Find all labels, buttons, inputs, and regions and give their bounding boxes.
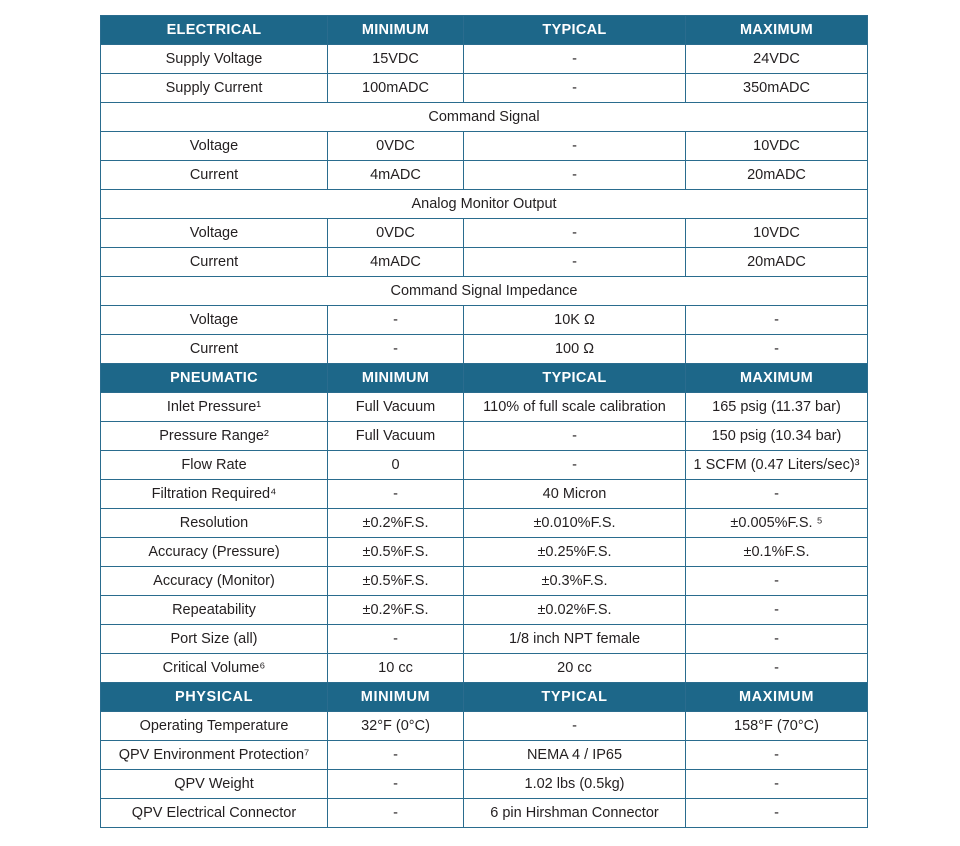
spec-table (100, 15, 868, 828)
cell-typical: - (464, 219, 686, 248)
cell-minimum: - (328, 741, 464, 770)
header-maximum: MAXIMUM (686, 683, 868, 712)
cell-typical: ±0.02%F.S. (464, 596, 686, 625)
cell-maximum: - (686, 770, 868, 799)
cell-typical: - (464, 422, 686, 451)
header-maximum: MAXIMUM (686, 16, 868, 45)
cell-maximum: ±0.1%F.S. (686, 538, 868, 567)
cell-typical: 6 pin Hirshman Connector (464, 799, 686, 828)
cell-maximum: 20mADC (686, 248, 868, 277)
header-row (101, 364, 868, 393)
cell-parameter: Repeatability (101, 596, 328, 625)
table-row (101, 335, 868, 364)
cell-parameter: Pressure Range² (101, 422, 328, 451)
cell-maximum: 20mADC (686, 161, 868, 190)
cell-typical: - (464, 45, 686, 74)
cell-minimum: - (328, 770, 464, 799)
header-row (101, 16, 868, 45)
cell-maximum: 165 psig (11.37 bar) (686, 393, 868, 422)
cell-parameter: Voltage (101, 306, 328, 335)
cell-minimum: ±0.2%F.S. (328, 509, 464, 538)
table-row (101, 480, 868, 509)
table-row (101, 161, 868, 190)
cell-maximum: - (686, 654, 868, 683)
cell-parameter: Resolution (101, 509, 328, 538)
cell-maximum: 350mADC (686, 74, 868, 103)
cell-maximum: 10VDC (686, 132, 868, 161)
cell-maximum: 1 SCFM (0.47 Liters/sec)³ (686, 451, 868, 480)
cell-minimum: Full Vacuum (328, 393, 464, 422)
cell-minimum: 4mADC (328, 248, 464, 277)
header-parameter: ELECTRICAL (101, 16, 328, 45)
cell-minimum: - (328, 335, 464, 364)
cell-parameter: Voltage (101, 132, 328, 161)
cell-maximum: ±0.005%F.S. ⁵ (686, 509, 868, 538)
cell-parameter: Voltage (101, 219, 328, 248)
header-minimum: MINIMUM (328, 683, 464, 712)
cell-minimum: - (328, 799, 464, 828)
cell-minimum: ±0.2%F.S. (328, 596, 464, 625)
cell-maximum: - (686, 567, 868, 596)
cell-typical: 40 Micron (464, 480, 686, 509)
table-row (101, 654, 868, 683)
cell-parameter: Current (101, 335, 328, 364)
header-minimum: MINIMUM (328, 364, 464, 393)
table-row (101, 451, 868, 480)
cell-minimum: 0 (328, 451, 464, 480)
cell-typical: ±0.25%F.S. (464, 538, 686, 567)
table-row (101, 770, 868, 799)
header-row (101, 683, 868, 712)
subsection-row (101, 103, 868, 132)
cell-minimum: ±0.5%F.S. (328, 538, 464, 567)
cell-parameter: QPV Electrical Connector (101, 799, 328, 828)
table-row (101, 74, 868, 103)
cell-parameter: Inlet Pressure¹ (101, 393, 328, 422)
cell-maximum: - (686, 306, 868, 335)
cell-typical: - (464, 712, 686, 741)
table-row (101, 625, 868, 654)
cell-maximum: 158°F (70°C) (686, 712, 868, 741)
cell-typical: NEMA 4 / IP65 (464, 741, 686, 770)
spec-table-body (101, 16, 868, 828)
header-typical: TYPICAL (464, 683, 686, 712)
header-minimum: MINIMUM (328, 16, 464, 45)
cell-minimum: - (328, 306, 464, 335)
cell-typical: 10K Ω (464, 306, 686, 335)
table-row (101, 306, 868, 335)
cell-typical: 110% of full scale calibration (464, 393, 686, 422)
header-parameter: PNEUMATIC (101, 364, 328, 393)
table-row (101, 393, 868, 422)
table-row (101, 596, 868, 625)
cell-typical: ±0.010%F.S. (464, 509, 686, 538)
cell-maximum: - (686, 480, 868, 509)
cell-typical: - (464, 248, 686, 277)
cell-typical: 1/8 inch NPT female (464, 625, 686, 654)
cell-minimum: 15VDC (328, 45, 464, 74)
cell-parameter: Current (101, 161, 328, 190)
cell-maximum: - (686, 741, 868, 770)
cell-parameter: Accuracy (Monitor) (101, 567, 328, 596)
cell-typical: - (464, 451, 686, 480)
cell-minimum: ±0.5%F.S. (328, 567, 464, 596)
table-row (101, 741, 868, 770)
table-row (101, 509, 868, 538)
cell-maximum: 150 psig (10.34 bar) (686, 422, 868, 451)
subsection-row (101, 190, 868, 219)
cell-parameter: Flow Rate (101, 451, 328, 480)
cell-minimum: Full Vacuum (328, 422, 464, 451)
subsection-title: Analog Monitor Output (101, 190, 868, 219)
cell-minimum: - (328, 625, 464, 654)
cell-minimum: 100mADC (328, 74, 464, 103)
cell-parameter: QPV Environment Protection⁷ (101, 741, 328, 770)
cell-parameter: Port Size (all) (101, 625, 328, 654)
cell-typical: - (464, 132, 686, 161)
cell-parameter: Supply Voltage (101, 45, 328, 74)
table-row (101, 219, 868, 248)
footnote-text (100, 838, 400, 846)
cell-minimum: - (328, 480, 464, 509)
cell-parameter: Supply Current (101, 74, 328, 103)
cell-typical: 100 Ω (464, 335, 686, 364)
table-row (101, 45, 868, 74)
cell-parameter: Operating Temperature (101, 712, 328, 741)
cell-parameter: Critical Volume⁶ (101, 654, 328, 683)
table-row (101, 248, 868, 277)
cell-minimum: 4mADC (328, 161, 464, 190)
table-row (101, 538, 868, 567)
cell-parameter: QPV Weight (101, 770, 328, 799)
table-row (101, 132, 868, 161)
cell-parameter: Accuracy (Pressure) (101, 538, 328, 567)
cell-typical: - (464, 161, 686, 190)
cell-minimum: 0VDC (328, 219, 464, 248)
cell-parameter: Current (101, 248, 328, 277)
subsection-title: Command Signal Impedance (101, 277, 868, 306)
cell-maximum: - (686, 596, 868, 625)
cell-parameter: Filtration Required⁴ (101, 480, 328, 509)
cell-maximum: 24VDC (686, 45, 868, 74)
cell-maximum: - (686, 625, 868, 654)
cell-typical: - (464, 74, 686, 103)
cell-maximum: - (686, 799, 868, 828)
header-maximum: MAXIMUM (686, 364, 868, 393)
table-row (101, 422, 868, 451)
header-typical: TYPICAL (464, 364, 686, 393)
header-parameter: PHYSICAL (101, 683, 328, 712)
header-typical: TYPICAL (464, 16, 686, 45)
table-row (101, 712, 868, 741)
subsection-row (101, 277, 868, 306)
cell-minimum: 0VDC (328, 132, 464, 161)
cell-minimum: 32°F (0°C) (328, 712, 464, 741)
table-row (101, 799, 868, 828)
cell-typical: ±0.3%F.S. (464, 567, 686, 596)
cell-typical: 1.02 lbs (0.5kg) (464, 770, 686, 799)
table-row (101, 567, 868, 596)
cell-minimum: 10 cc (328, 654, 464, 683)
cell-typical: 20 cc (464, 654, 686, 683)
cell-maximum: - (686, 335, 868, 364)
cell-maximum: 10VDC (686, 219, 868, 248)
subsection-title: Command Signal (101, 103, 868, 132)
